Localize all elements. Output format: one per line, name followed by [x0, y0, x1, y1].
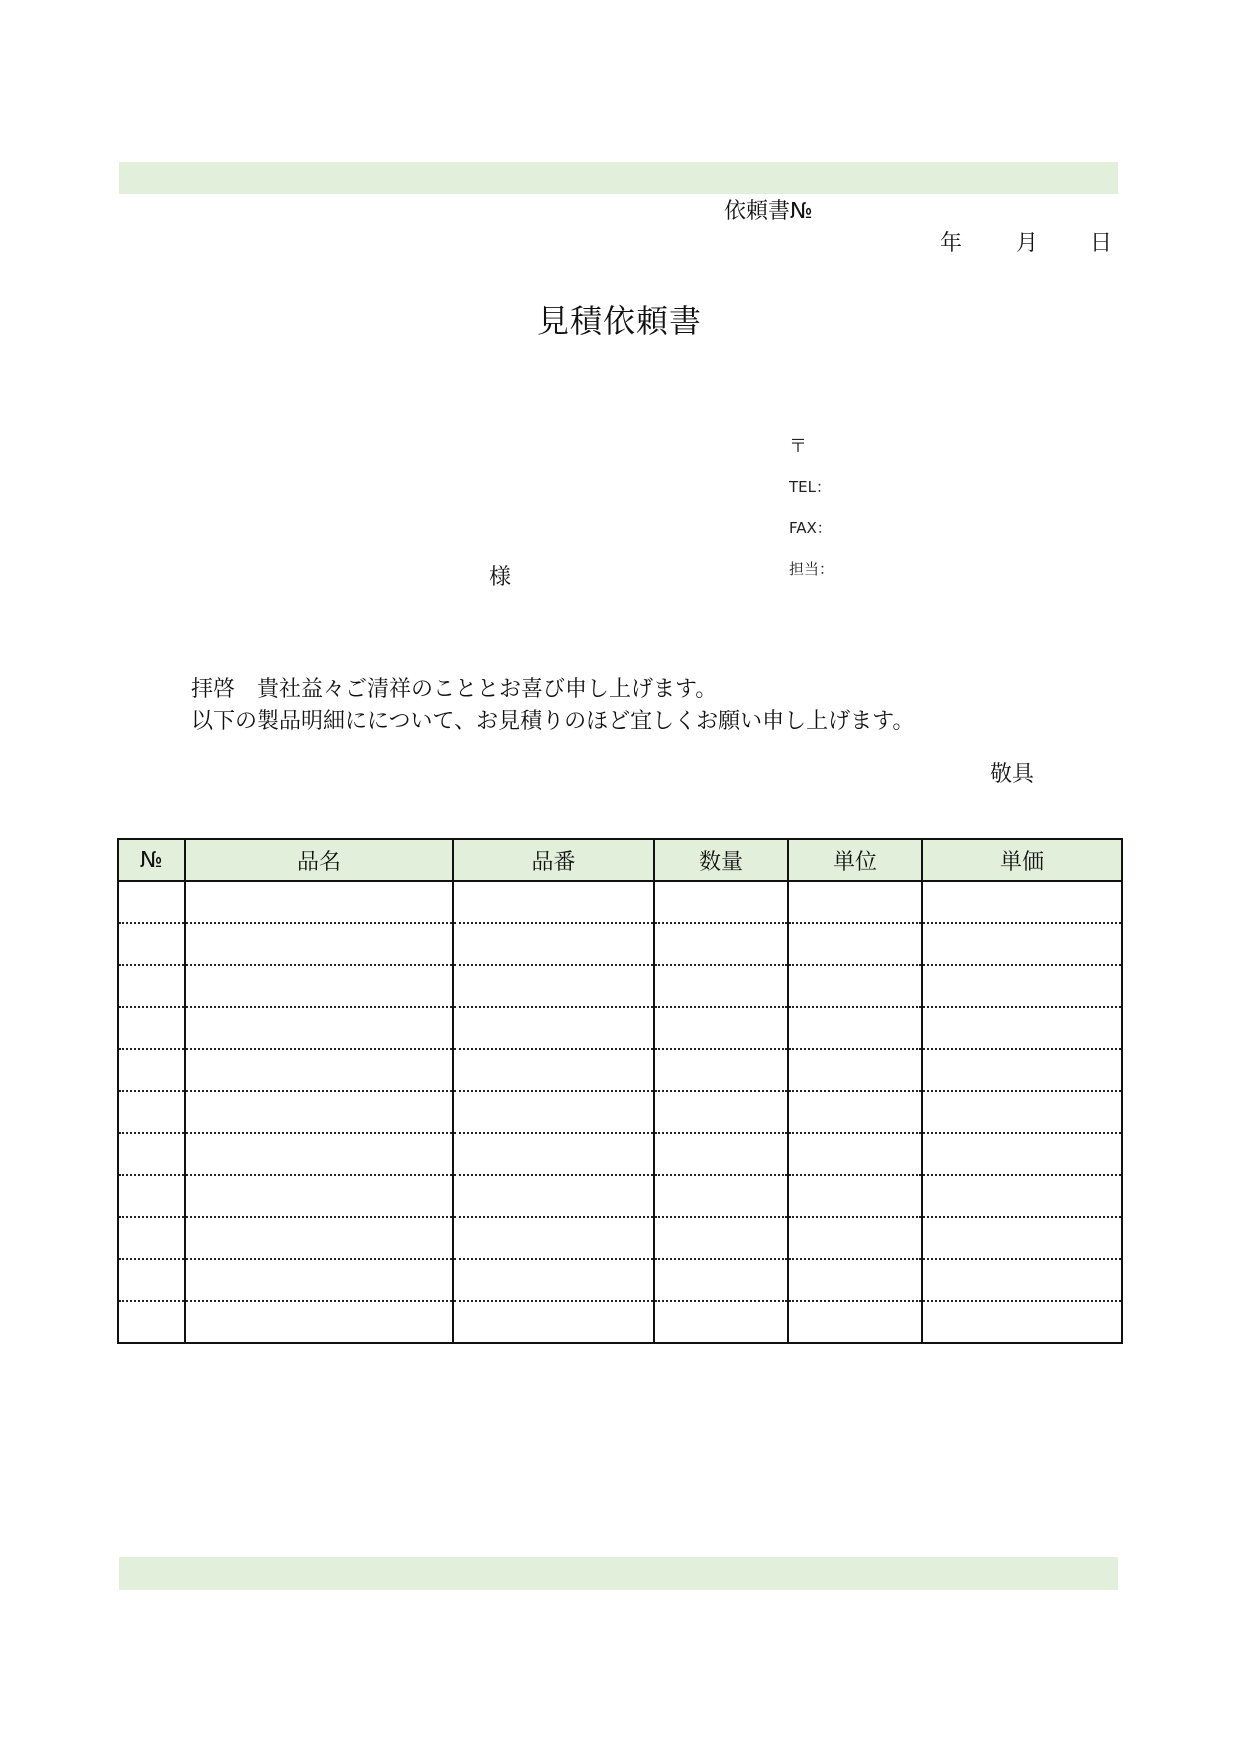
- table-row: [118, 1259, 1122, 1301]
- cell-unit[interactable]: [788, 881, 922, 923]
- cell-unit-price[interactable]: [922, 1007, 1122, 1049]
- cell-item-number[interactable]: [453, 965, 654, 1007]
- cell-item-number[interactable]: [453, 881, 654, 923]
- cell-unit[interactable]: [788, 1133, 922, 1175]
- cell-item-name[interactable]: [185, 881, 453, 923]
- cell-item-number[interactable]: [453, 1175, 654, 1217]
- table-row: [118, 881, 1122, 923]
- table-row: [118, 965, 1122, 1007]
- cell-no[interactable]: [118, 1133, 185, 1175]
- cell-item-number[interactable]: [453, 1007, 654, 1049]
- letter-line-1: 拝啓 貴社益々ご清祥のこととお喜び申し上げます。: [191, 677, 718, 702]
- column-header-unit: 単位: [788, 839, 922, 881]
- cell-item-name[interactable]: [185, 1091, 453, 1133]
- cell-no[interactable]: [118, 1049, 185, 1091]
- table-row: [118, 1301, 1122, 1343]
- cell-unit[interactable]: [788, 1259, 922, 1301]
- representative-label: 担当：: [789, 560, 835, 578]
- cell-no[interactable]: [118, 965, 185, 1007]
- cell-item-number[interactable]: [453, 1217, 654, 1259]
- table-header-row: [118, 839, 1122, 881]
- cell-quantity[interactable]: [654, 923, 788, 965]
- cell-unit-price[interactable]: [922, 1091, 1122, 1133]
- cell-unit-price[interactable]: [922, 1259, 1122, 1301]
- cell-unit[interactable]: [788, 1301, 922, 1343]
- cell-unit[interactable]: [788, 1091, 922, 1133]
- cell-quantity[interactable]: [654, 1091, 788, 1133]
- request-number-label: 依頼書№: [724, 199, 813, 224]
- cell-item-name[interactable]: [185, 923, 453, 965]
- cell-item-number[interactable]: [453, 1091, 654, 1133]
- cell-item-number[interactable]: [453, 923, 654, 965]
- cell-unit[interactable]: [788, 1049, 922, 1091]
- table-row: [118, 1133, 1122, 1175]
- cell-unit-price[interactable]: [922, 1133, 1122, 1175]
- cell-item-name[interactable]: [185, 965, 453, 1007]
- cell-quantity[interactable]: [654, 965, 788, 1007]
- column-header-unit-price: 単価: [922, 839, 1122, 881]
- table-row: [118, 1217, 1122, 1259]
- cell-no[interactable]: [118, 1007, 185, 1049]
- cell-unit[interactable]: [788, 923, 922, 965]
- cell-unit-price[interactable]: [922, 1301, 1122, 1343]
- cell-unit[interactable]: [788, 1007, 922, 1049]
- cell-no[interactable]: [118, 1217, 185, 1259]
- cell-quantity[interactable]: [654, 1049, 788, 1091]
- cell-quantity[interactable]: [654, 1259, 788, 1301]
- table-row: [118, 1007, 1122, 1049]
- cell-item-name[interactable]: [185, 1175, 453, 1217]
- document-title: 見積依頼書: [537, 302, 703, 340]
- cell-no[interactable]: [118, 881, 185, 923]
- cell-quantity[interactable]: [654, 881, 788, 923]
- column-header-quantity: 数量: [654, 839, 788, 881]
- cell-unit-price[interactable]: [922, 965, 1122, 1007]
- table-row: [118, 1049, 1122, 1091]
- cell-unit-price[interactable]: [922, 1217, 1122, 1259]
- table-row: [118, 1175, 1122, 1217]
- column-header-no: №: [118, 839, 185, 881]
- cell-item-number[interactable]: [453, 1259, 654, 1301]
- date-day-label: 日: [1090, 231, 1113, 256]
- date-year-label: 年: [940, 231, 963, 256]
- cell-item-name[interactable]: [185, 1049, 453, 1091]
- cell-item-name[interactable]: [185, 1301, 453, 1343]
- letter-line-2: 以下の製品明細にについて、お見積りのほど宜しくお願い申し上げます。: [191, 709, 915, 734]
- cell-quantity[interactable]: [654, 1301, 788, 1343]
- cell-unit[interactable]: [788, 1217, 922, 1259]
- items-table: [117, 838, 1123, 1344]
- postal-mark: 〒: [789, 436, 807, 457]
- cell-unit-price[interactable]: [922, 881, 1122, 923]
- cell-quantity[interactable]: [654, 1133, 788, 1175]
- cell-quantity[interactable]: [654, 1175, 788, 1217]
- fax-label: FAX：: [789, 519, 832, 537]
- cell-item-number[interactable]: [453, 1049, 654, 1091]
- cell-item-name[interactable]: [185, 1217, 453, 1259]
- table-row: [118, 1091, 1122, 1133]
- column-header-item-name: 品名: [185, 839, 453, 881]
- letter-closing: 敬具: [990, 762, 1035, 787]
- footer-band: [119, 1557, 1118, 1590]
- cell-item-number[interactable]: [453, 1133, 654, 1175]
- cell-no[interactable]: [118, 1259, 185, 1301]
- cell-unit[interactable]: [788, 965, 922, 1007]
- cell-quantity[interactable]: [654, 1217, 788, 1259]
- tel-label: TEL：: [789, 478, 831, 496]
- cell-no[interactable]: [118, 1301, 185, 1343]
- cell-item-name[interactable]: [185, 1007, 453, 1049]
- table-row: [118, 923, 1122, 965]
- cell-no[interactable]: [118, 923, 185, 965]
- recipient-honorific: 様: [489, 565, 512, 590]
- cell-item-name[interactable]: [185, 1133, 453, 1175]
- cell-unit-price[interactable]: [922, 1175, 1122, 1217]
- cell-no[interactable]: [118, 1091, 185, 1133]
- cell-item-name[interactable]: [185, 1259, 453, 1301]
- date-month-label: 月: [1016, 231, 1039, 256]
- cell-unit-price[interactable]: [922, 1049, 1122, 1091]
- cell-item-number[interactable]: [453, 1301, 654, 1343]
- cell-unit-price[interactable]: [922, 923, 1122, 965]
- column-header-item-number: 品番: [453, 839, 654, 881]
- header-band: [119, 162, 1118, 194]
- cell-unit[interactable]: [788, 1175, 922, 1217]
- cell-no[interactable]: [118, 1175, 185, 1217]
- cell-quantity[interactable]: [654, 1007, 788, 1049]
